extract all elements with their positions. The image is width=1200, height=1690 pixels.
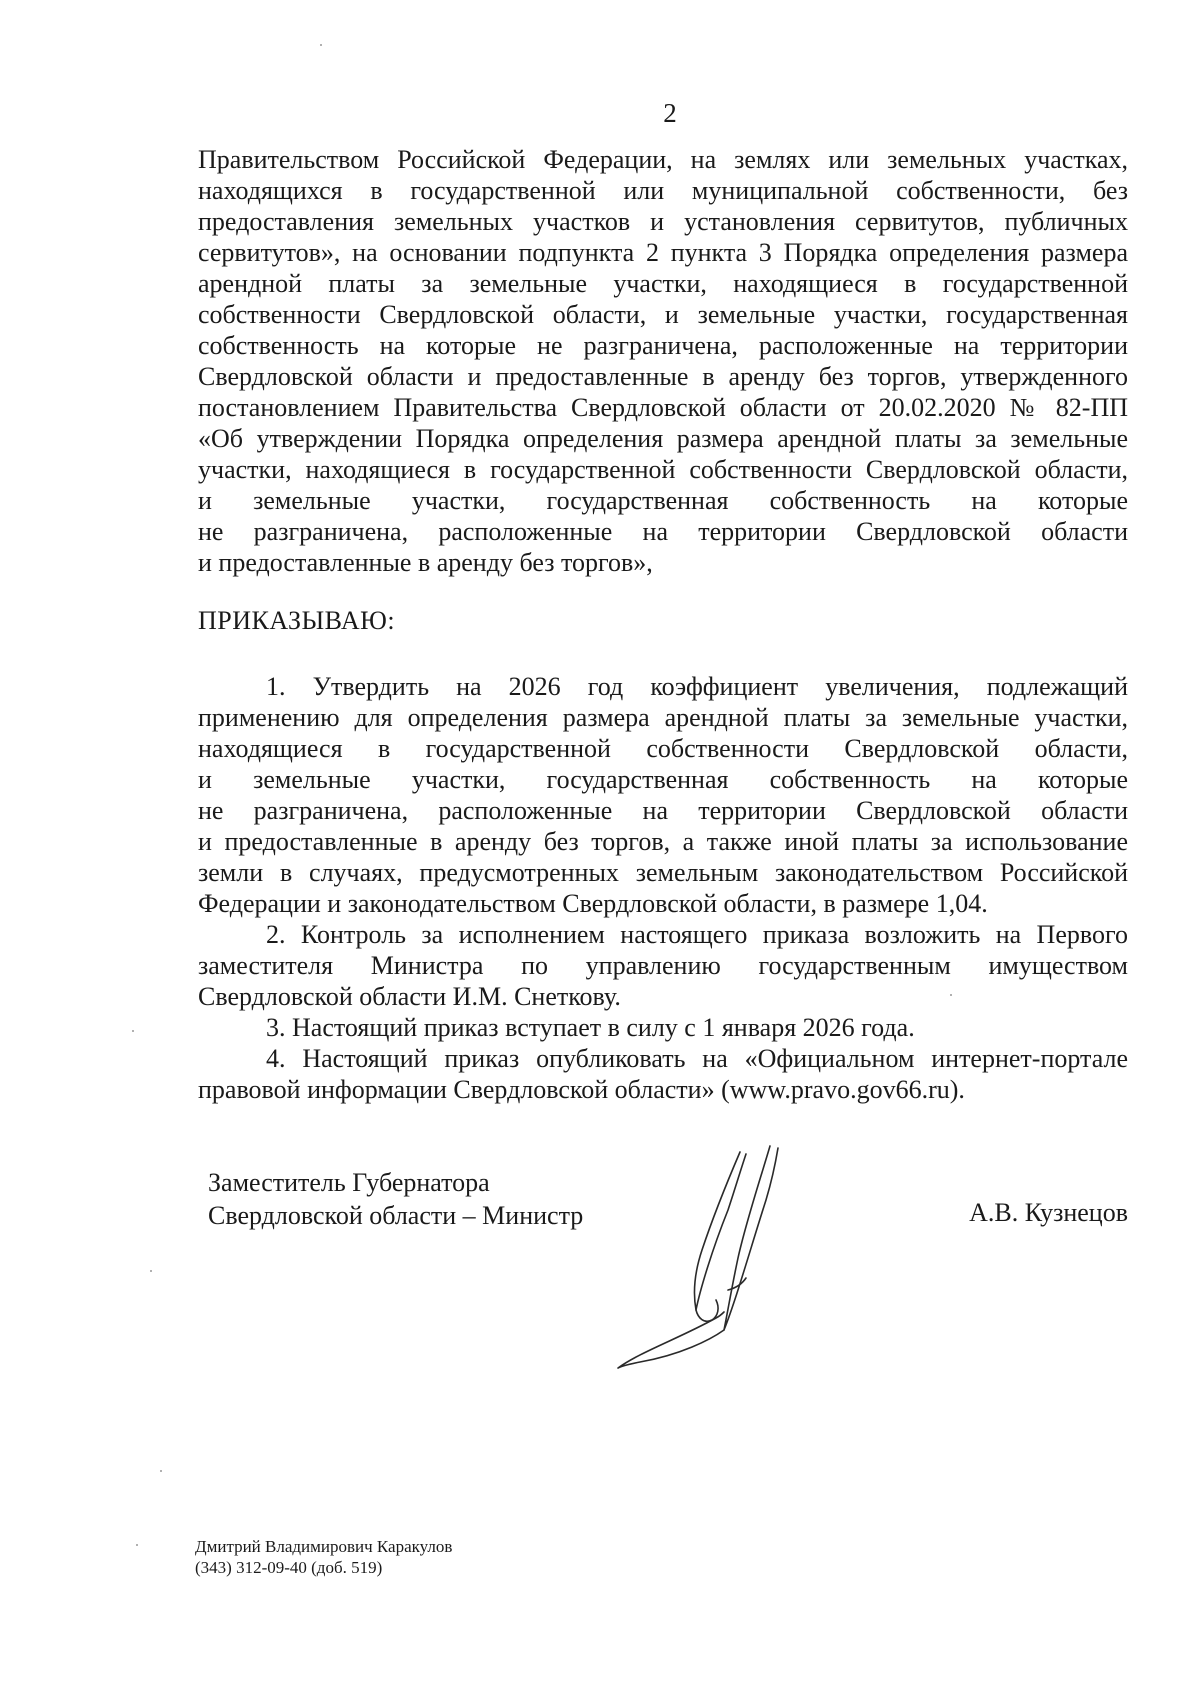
text-line: 1. Утвердить на 2026 год коэффициент увеличения, подлежащий [266,672,1128,701]
signature-stroke [696,1300,718,1321]
order-item-1 [198,671,1128,919]
text-line: 3. Настоящий приказ вступает в силу с 1 января 2026 года. [266,1013,915,1042]
scan-speck [150,1270,152,1272]
order-heading: ПРИКАЗЫВАЮ: [198,606,396,635]
text-line: не разграничена, расположенные на территории Свердловской области [198,796,1128,825]
page-number: 2 [663,98,677,128]
text-line: Правительством Российской Федерации, на землях или земельных участках, [198,145,1128,174]
text-line: и земельные участки, государственная собственность на которые [198,486,1128,515]
text-line: 4. Настоящий приказ опубликовать на «Официальном интернет-портале [266,1044,1128,1073]
executor-info [195,1536,452,1578]
text-line: Свердловской области И.М. Снеткову. [198,982,621,1011]
signature-stroke [728,1278,746,1290]
text-line: и земельные участки, государственная собственность на которые [198,765,1128,794]
signature-stroke [618,1312,724,1368]
order-item-4 [198,1043,1128,1105]
scan-speck [160,1470,162,1472]
executor-name: Дмитрий Владимирович Каракулов [195,1537,453,1556]
text-line: заместителя Министра по управлению государственным имуществом [198,951,1128,980]
text-line: «Об утверждении Порядка определения размера арендной платы за земельные [198,424,1128,453]
signatory-title-line: Заместитель Губернатора [208,1168,490,1197]
executor-phone: (343) 312-09-40 (доб. 519) [195,1558,383,1577]
text-line: Свердловской области и предоставленные в аренду без торгов, утвержденного [198,362,1128,391]
text-line: правовой информации Свердловской области» (www.pravo.gov66.ru). [198,1075,965,1104]
handwritten-signature [600,1140,850,1370]
scan-speck [950,994,952,996]
text-line: постановлением Правительства Свердловской области от 20.02.2020 № 82-ПП [198,393,1128,422]
text-line: не разграничена, расположенные на территории Свердловской области [198,517,1128,546]
text-line: 2. Контроль за исполнением настоящего приказа возложить на Первого [266,920,1128,949]
text-line: земли в случаях, предусмотренных земельным законодательством Российской [198,858,1128,887]
text-line: собственность на которые не разграничена, расположенные на территории [198,331,1128,360]
text-line: сервитутов», на основании подпункта 2 пункта 3 Порядка определения размера [198,238,1128,267]
signature-stroke [724,1146,778,1330]
text-line: и предоставленные в аренду без торгов», [198,548,653,577]
text-line: арендной платы за земельные участки, находящиеся в государственной [198,269,1128,298]
text-line: находящихся в государственной или муниципальной собственности, без [198,176,1128,205]
order-item-3 [198,1012,1128,1043]
text-line: Федерации и законодательством Свердловской области, в размере 1,04. [198,889,988,918]
text-line: применению для определения размера арендной платы за земельные участки, [198,703,1128,732]
signatory-title-line: Свердловской области – Министр [208,1201,584,1230]
scan-speck [136,1544,138,1546]
text-line: участки, находящиеся в государственной собственности Свердловской области, [198,455,1128,484]
text-line: и предоставленные в аренду без торгов, а также иной платы за использование [198,827,1128,856]
text-line: находящиеся в государственной собственности Свердловской области, [198,734,1128,763]
signatory-title [208,1166,583,1232]
scan-speck [320,44,322,46]
text-line: собственности Свердловской области, и земельные участки, государственная [198,300,1128,329]
signatory-name: А.В. Кузнецов [969,1198,1128,1227]
scan-speck [132,1030,134,1032]
order-item-2 [198,919,1128,1012]
text-line: предоставления земельных участков и установления сервитутов, публичных [198,207,1128,236]
preamble-paragraph [198,144,1128,578]
